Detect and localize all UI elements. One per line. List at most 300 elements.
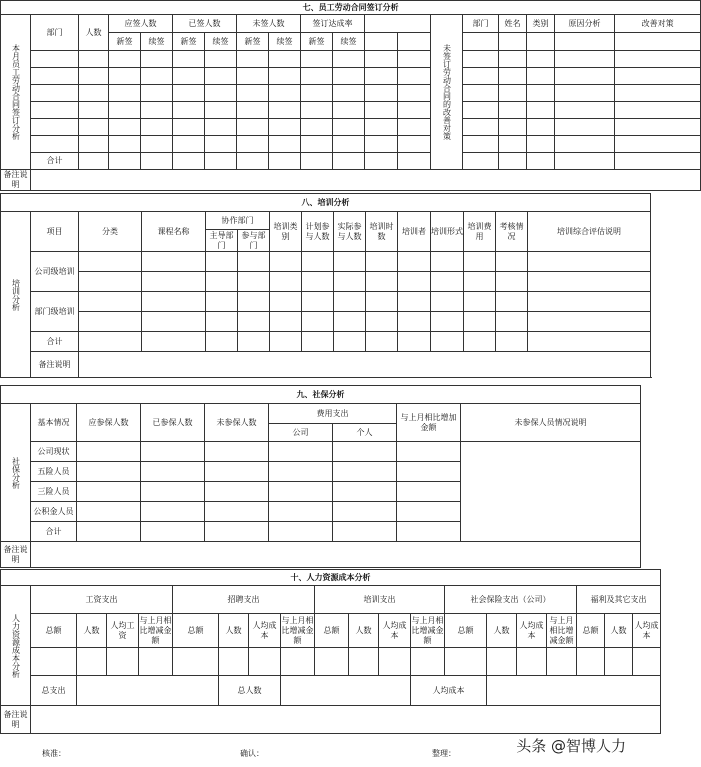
blank-cell[interactable] (499, 153, 527, 170)
blank-cell[interactable] (173, 648, 219, 676)
blank-cell[interactable] (555, 85, 615, 102)
blank-cell[interactable] (463, 153, 499, 170)
s8-total: 合计 (31, 332, 79, 352)
s9-remark-field[interactable] (31, 542, 641, 568)
blank-cell[interactable] (365, 68, 398, 85)
blank-cell[interactable] (302, 312, 334, 332)
blank-cell[interactable] (463, 85, 499, 102)
s10-grp-recruit: 招聘支出 (173, 586, 315, 614)
s7-col-count: 人数 (79, 15, 109, 51)
blank-cell[interactable] (528, 292, 651, 312)
blank-cell[interactable] (77, 462, 141, 482)
blank-cell[interactable] (237, 68, 269, 85)
blank-cell[interactable] (333, 68, 365, 85)
blank-cell[interactable] (269, 51, 301, 68)
blank-cell[interactable] (315, 648, 349, 676)
blank-cell[interactable] (301, 136, 333, 153)
blank-cell[interactable] (141, 482, 205, 502)
s10-sub: 与上月相比增减金额 (281, 614, 315, 648)
blank-cell[interactable] (109, 85, 141, 102)
blank-cell[interactable] (77, 482, 141, 502)
blank-cell[interactable] (365, 51, 398, 68)
blank-cell[interactable] (269, 522, 333, 542)
blank-cell[interactable] (527, 102, 555, 119)
blank-cell[interactable] (107, 648, 139, 676)
blank-cell[interactable] (141, 522, 205, 542)
blank-cell[interactable] (141, 442, 205, 462)
blank-cell[interactable] (365, 102, 398, 119)
s7-side-right: 未签订劳动合同的改善对策 (431, 15, 463, 170)
blank-cell[interactable] (463, 102, 499, 119)
blank-cell[interactable] (333, 136, 365, 153)
blank-cell[interactable] (398, 85, 431, 102)
s9-col-compare: 与上月相比增加金额 (397, 404, 461, 442)
blank-cell[interactable] (205, 136, 237, 153)
s8-col-trainer: 培训者 (398, 212, 431, 252)
s9-row-label: 三险人员 (31, 482, 77, 502)
blank-cell[interactable] (205, 119, 237, 136)
blank-cell[interactable] (528, 252, 651, 272)
s10-total-people-value[interactable] (281, 676, 411, 706)
blank-cell[interactable] (141, 153, 173, 170)
blank-cell[interactable] (141, 68, 173, 85)
watermark: 头条 @智博人力 (516, 737, 626, 755)
blank-cell[interactable] (555, 102, 615, 119)
blank-cell[interactable] (527, 33, 555, 51)
s7-remark-field[interactable] (31, 170, 701, 191)
blank-cell[interactable] (173, 68, 205, 85)
blank-cell[interactable] (109, 136, 141, 153)
s10-sub: 与上月相比增减金额 (139, 614, 173, 648)
s10-sub: 人均成本 (517, 614, 547, 648)
blank-cell[interactable] (77, 442, 141, 462)
s8-col-dept: 协作部门 (206, 212, 270, 230)
blank-cell[interactable] (555, 33, 615, 51)
blank-cell[interactable] (555, 136, 615, 153)
training-table (0, 193, 651, 378)
blank-cell[interactable] (445, 648, 487, 676)
blank-cell[interactable] (528, 312, 651, 332)
blank-cell[interactable] (302, 252, 334, 272)
blank-cell[interactable] (301, 153, 333, 170)
blank-cell[interactable] (365, 136, 398, 153)
blank-cell[interactable] (205, 462, 269, 482)
blank-cell[interactable] (205, 482, 269, 502)
blank-cell[interactable] (205, 153, 237, 170)
blank-cell[interactable] (109, 102, 141, 119)
s8-col-summary: 培训综合评估说明 (528, 212, 651, 252)
blank-cell[interactable] (398, 119, 431, 136)
blank-cell[interactable] (142, 312, 206, 332)
blank-cell[interactable] (464, 252, 496, 272)
blank-cell[interactable] (431, 332, 464, 352)
s8-remark-field[interactable] (79, 352, 651, 378)
blank-cell[interactable] (237, 136, 269, 153)
blank-cell[interactable] (206, 332, 238, 352)
blank-cell[interactable] (379, 648, 411, 676)
blank-cell[interactable] (398, 332, 431, 352)
blank-cell[interactable] (365, 33, 398, 51)
blank-cell[interactable] (142, 292, 206, 312)
blank-cell[interactable] (577, 648, 605, 676)
blank-cell[interactable] (79, 51, 109, 68)
blank-cell[interactable] (555, 153, 615, 170)
s9-col-basic: 基本情况 (31, 404, 77, 442)
blank-cell[interactable] (79, 153, 109, 170)
blank-cell[interactable] (205, 51, 237, 68)
blank-cell[interactable] (31, 51, 79, 68)
blank-cell[interactable] (334, 312, 366, 332)
blank-cell[interactable] (464, 332, 496, 352)
blank-cell[interactable] (397, 442, 461, 462)
s9-col-enrolled: 已参保人数 (141, 404, 205, 442)
blank-cell[interactable] (79, 292, 142, 312)
blank-cell[interactable] (461, 442, 641, 542)
blank-cell[interactable] (398, 272, 431, 292)
blank-cell[interactable] (431, 272, 464, 292)
blank-cell[interactable] (499, 85, 527, 102)
blank-cell[interactable] (463, 68, 499, 85)
footer-confirm: 确认： (240, 749, 264, 758)
s10-sub: 总额 (315, 614, 349, 648)
blank-cell[interactable] (173, 51, 205, 68)
blank-cell[interactable] (270, 312, 302, 332)
blank-cell[interactable] (141, 119, 173, 136)
blank-cell[interactable] (366, 272, 398, 292)
blank-cell[interactable] (333, 442, 397, 462)
blank-cell[interactable] (301, 68, 333, 85)
blank-cell[interactable] (301, 85, 333, 102)
blank-cell[interactable] (527, 136, 555, 153)
blank-cell[interactable] (431, 252, 464, 272)
blank-cell[interactable] (77, 502, 141, 522)
s9-col-should: 应参保人数 (77, 404, 141, 442)
blank-cell[interactable] (301, 51, 333, 68)
s8-row-dept: 部门级培训 (31, 292, 79, 332)
s8-col-cat: 分类 (79, 212, 142, 252)
blank-cell[interactable] (205, 85, 237, 102)
blank-cell[interactable] (205, 68, 237, 85)
blank-cell[interactable] (206, 312, 238, 332)
blank-cell[interactable] (142, 252, 206, 272)
blank-cell[interactable] (237, 85, 269, 102)
blank-cell[interactable] (139, 648, 173, 676)
blank-cell[interactable] (527, 51, 555, 68)
s10-remark-label: 备注说明 (1, 706, 31, 734)
blank-cell[interactable] (173, 136, 205, 153)
blank-cell[interactable] (237, 102, 269, 119)
blank-cell[interactable] (301, 102, 333, 119)
blank-cell[interactable] (366, 312, 398, 332)
blank-cell[interactable] (269, 462, 333, 482)
blank-cell[interactable] (333, 462, 397, 482)
blank-cell[interactable] (219, 648, 249, 676)
s10-grp-train: 培训支出 (315, 586, 445, 614)
s8-col-course: 课程名称 (142, 212, 206, 252)
blank-cell[interactable] (397, 482, 461, 502)
blank-cell[interactable] (79, 136, 109, 153)
blank-cell[interactable] (302, 272, 334, 292)
blank-cell[interactable] (31, 648, 77, 676)
blank-cell[interactable] (269, 502, 333, 522)
s9-col-note: 未参保人员情况说明 (461, 404, 641, 442)
blank-cell[interactable] (499, 102, 527, 119)
blank-cell[interactable] (109, 153, 141, 170)
blank-cell[interactable] (615, 68, 701, 85)
blank-cell[interactable] (270, 252, 302, 272)
blank-cell[interactable] (79, 312, 142, 332)
blank-cell[interactable] (269, 102, 301, 119)
blank-cell[interactable] (615, 153, 701, 170)
blank-cell[interactable] (269, 136, 301, 153)
blank-cell[interactable] (205, 442, 269, 462)
blank-cell[interactable] (527, 68, 555, 85)
blank-cell[interactable] (496, 292, 528, 312)
blank-cell[interactable] (141, 85, 173, 102)
blank-cell[interactable] (496, 312, 528, 332)
blank-cell[interactable] (142, 332, 206, 352)
blank-cell[interactable] (31, 136, 79, 153)
blank-cell[interactable] (109, 51, 141, 68)
blank-cell[interactable] (463, 51, 499, 68)
blank-cell[interactable] (333, 482, 397, 502)
blank-cell[interactable] (269, 119, 301, 136)
blank-cell[interactable] (334, 292, 366, 312)
s10-sub: 人数 (77, 614, 107, 648)
blank-cell[interactable] (79, 252, 142, 272)
blank-cell[interactable] (270, 332, 302, 352)
blank-cell[interactable] (333, 153, 365, 170)
blank-cell[interactable] (464, 312, 496, 332)
blank-cell[interactable] (398, 312, 431, 332)
s10-sub: 人数 (487, 614, 517, 648)
blank-cell[interactable] (334, 332, 366, 352)
blank-cell[interactable] (238, 312, 270, 332)
blank-cell[interactable] (496, 332, 528, 352)
blank-cell[interactable] (333, 502, 397, 522)
blank-cell[interactable] (527, 119, 555, 136)
blank-cell[interactable] (237, 51, 269, 68)
blank-cell[interactable] (109, 68, 141, 85)
s7-col-signed: 已签人数 (173, 15, 237, 33)
blank-cell[interactable] (238, 252, 270, 272)
blank-cell[interactable] (301, 119, 333, 136)
blank-cell[interactable] (173, 102, 205, 119)
blank-cell[interactable] (205, 502, 269, 522)
blank-cell[interactable] (270, 272, 302, 292)
blank-cell[interactable] (397, 462, 461, 482)
blank-cell[interactable] (333, 119, 365, 136)
blank-cell[interactable] (238, 292, 270, 312)
blank-cell[interactable] (431, 292, 464, 312)
s8-sub-main: 主导部门 (206, 230, 238, 252)
s9-col-not: 未参保人数 (205, 404, 269, 442)
blank-cell[interactable] (205, 522, 269, 542)
blank-cell[interactable] (333, 85, 365, 102)
blank-cell[interactable] (555, 68, 615, 85)
blank-cell[interactable] (615, 85, 701, 102)
blank-cell[interactable] (499, 68, 527, 85)
blank-cell[interactable] (79, 272, 142, 292)
s8-side-label: 培训分析 (1, 212, 31, 378)
hr-cost-table (0, 569, 661, 734)
blank-cell[interactable] (205, 102, 237, 119)
blank-cell[interactable] (79, 68, 109, 85)
blank-cell[interactable] (302, 332, 334, 352)
s10-side-label: 人力资源成本分析 (1, 586, 31, 706)
s9-remark-label: 备注说明 (1, 542, 31, 568)
blank-cell[interactable] (499, 119, 527, 136)
blank-cell[interactable] (365, 85, 398, 102)
s10-avg-cost-value[interactable] (487, 676, 661, 706)
blank-cell[interactable] (398, 33, 431, 51)
sub-new: 新签 (301, 33, 333, 51)
blank-cell[interactable] (237, 153, 269, 170)
blank-cell[interactable] (398, 153, 431, 170)
blank-cell[interactable] (269, 482, 333, 502)
blank-cell[interactable] (463, 119, 499, 136)
s7-col-unsigned: 未签人数 (237, 15, 301, 33)
blank-cell[interactable] (499, 33, 527, 51)
sub-renew: 续签 (269, 33, 301, 51)
blank-cell[interactable] (206, 252, 238, 272)
blank-cell[interactable] (365, 119, 398, 136)
blank-cell[interactable] (398, 292, 431, 312)
blank-cell[interactable] (366, 252, 398, 272)
s10-remark-field[interactable] (31, 706, 661, 734)
blank-cell[interactable] (464, 272, 496, 292)
s10-total-people-label: 总人数 (219, 676, 281, 706)
blank-cell[interactable] (249, 648, 281, 676)
blank-cell[interactable] (463, 136, 499, 153)
blank-cell[interactable] (79, 119, 109, 136)
blank-cell[interactable] (79, 102, 109, 119)
blank-cell[interactable] (527, 85, 555, 102)
blank-cell[interactable] (206, 272, 238, 292)
blank-cell[interactable] (333, 51, 365, 68)
blank-cell[interactable] (31, 68, 79, 85)
blank-cell[interactable] (237, 119, 269, 136)
s10-total-exp-value[interactable] (77, 676, 219, 706)
s8-col-hours: 培训时数 (366, 212, 398, 252)
s7-total: 合计 (31, 153, 79, 170)
s9-row-label: 公积金人员 (31, 502, 77, 522)
blank-cell[interactable] (398, 252, 431, 272)
blank-cell[interactable] (528, 272, 651, 292)
blank-cell[interactable] (31, 119, 79, 136)
blank-cell[interactable] (141, 462, 205, 482)
blank-cell[interactable] (141, 136, 173, 153)
blank-cell[interactable] (142, 272, 206, 292)
blank-cell[interactable] (77, 648, 107, 676)
blank-cell[interactable] (31, 85, 79, 102)
blank-cell[interactable] (633, 648, 661, 676)
blank-cell[interactable] (605, 648, 633, 676)
blank-cell[interactable] (398, 51, 431, 68)
blank-cell[interactable] (527, 153, 555, 170)
blank-cell[interactable] (269, 153, 301, 170)
s10-sub: 人均工资 (107, 614, 139, 648)
blank-cell[interactable] (547, 648, 577, 676)
blank-cell[interactable] (334, 272, 366, 292)
blank-cell[interactable] (528, 332, 651, 352)
blank-cell[interactable] (615, 51, 701, 68)
blank-cell[interactable] (487, 648, 517, 676)
sub-new: 新签 (173, 33, 205, 51)
blank-cell[interactable] (333, 102, 365, 119)
blank-cell[interactable] (206, 292, 238, 312)
s10-sub: 人均成本 (633, 614, 661, 648)
blank-cell[interactable] (365, 15, 431, 33)
blank-cell[interactable] (496, 272, 528, 292)
blank-cell[interactable] (349, 648, 379, 676)
blank-cell[interactable] (615, 119, 701, 136)
blank-cell[interactable] (79, 85, 109, 102)
blank-cell[interactable] (398, 136, 431, 153)
blank-cell[interactable] (397, 522, 461, 542)
blank-cell[interactable] (517, 648, 547, 676)
blank-cell[interactable] (141, 502, 205, 522)
blank-cell[interactable] (31, 102, 79, 119)
blank-cell[interactable] (77, 522, 141, 542)
blank-cell[interactable] (464, 292, 496, 312)
blank-cell[interactable] (411, 648, 445, 676)
blank-cell[interactable] (238, 332, 270, 352)
blank-cell[interactable] (141, 51, 173, 68)
blank-cell[interactable] (398, 102, 431, 119)
blank-cell[interactable] (431, 312, 464, 332)
blank-cell[interactable] (270, 292, 302, 312)
blank-cell[interactable] (397, 502, 461, 522)
blank-cell[interactable] (366, 332, 398, 352)
blank-cell[interactable] (615, 33, 701, 51)
blank-cell[interactable] (334, 252, 366, 272)
blank-cell[interactable] (615, 136, 701, 153)
blank-cell[interactable] (333, 522, 397, 542)
blank-cell[interactable] (463, 33, 499, 51)
blank-cell[interactable] (365, 153, 398, 170)
blank-cell[interactable] (269, 68, 301, 85)
blank-cell[interactable] (366, 292, 398, 312)
blank-cell[interactable] (499, 136, 527, 153)
blank-cell[interactable] (173, 153, 205, 170)
blank-cell[interactable] (79, 332, 142, 352)
s7-r-type: 类别 (527, 15, 555, 33)
blank-cell[interactable] (281, 648, 315, 676)
blank-cell[interactable] (173, 85, 205, 102)
blank-cell[interactable] (615, 102, 701, 119)
blank-cell[interactable] (141, 102, 173, 119)
s10-sub: 人数 (605, 614, 633, 648)
blank-cell[interactable] (555, 51, 615, 68)
blank-cell[interactable] (238, 272, 270, 292)
blank-cell[interactable] (173, 119, 205, 136)
footer-arrange: 整理： (432, 749, 456, 758)
blank-cell[interactable] (109, 119, 141, 136)
s7-col-should: 应签人数 (109, 15, 173, 33)
s10-avg-cost-label: 人均成本 (411, 676, 487, 706)
blank-cell[interactable] (499, 51, 527, 68)
s7-col-dept: 部门 (31, 15, 79, 51)
blank-cell[interactable] (302, 292, 334, 312)
blank-cell[interactable] (269, 85, 301, 102)
blank-cell[interactable] (398, 68, 431, 85)
s10-total-exp-label: 总支出 (31, 676, 77, 706)
blank-cell[interactable] (269, 442, 333, 462)
s10-sub: 人均成本 (249, 614, 281, 648)
blank-cell[interactable] (496, 252, 528, 272)
blank-cell[interactable] (555, 119, 615, 136)
